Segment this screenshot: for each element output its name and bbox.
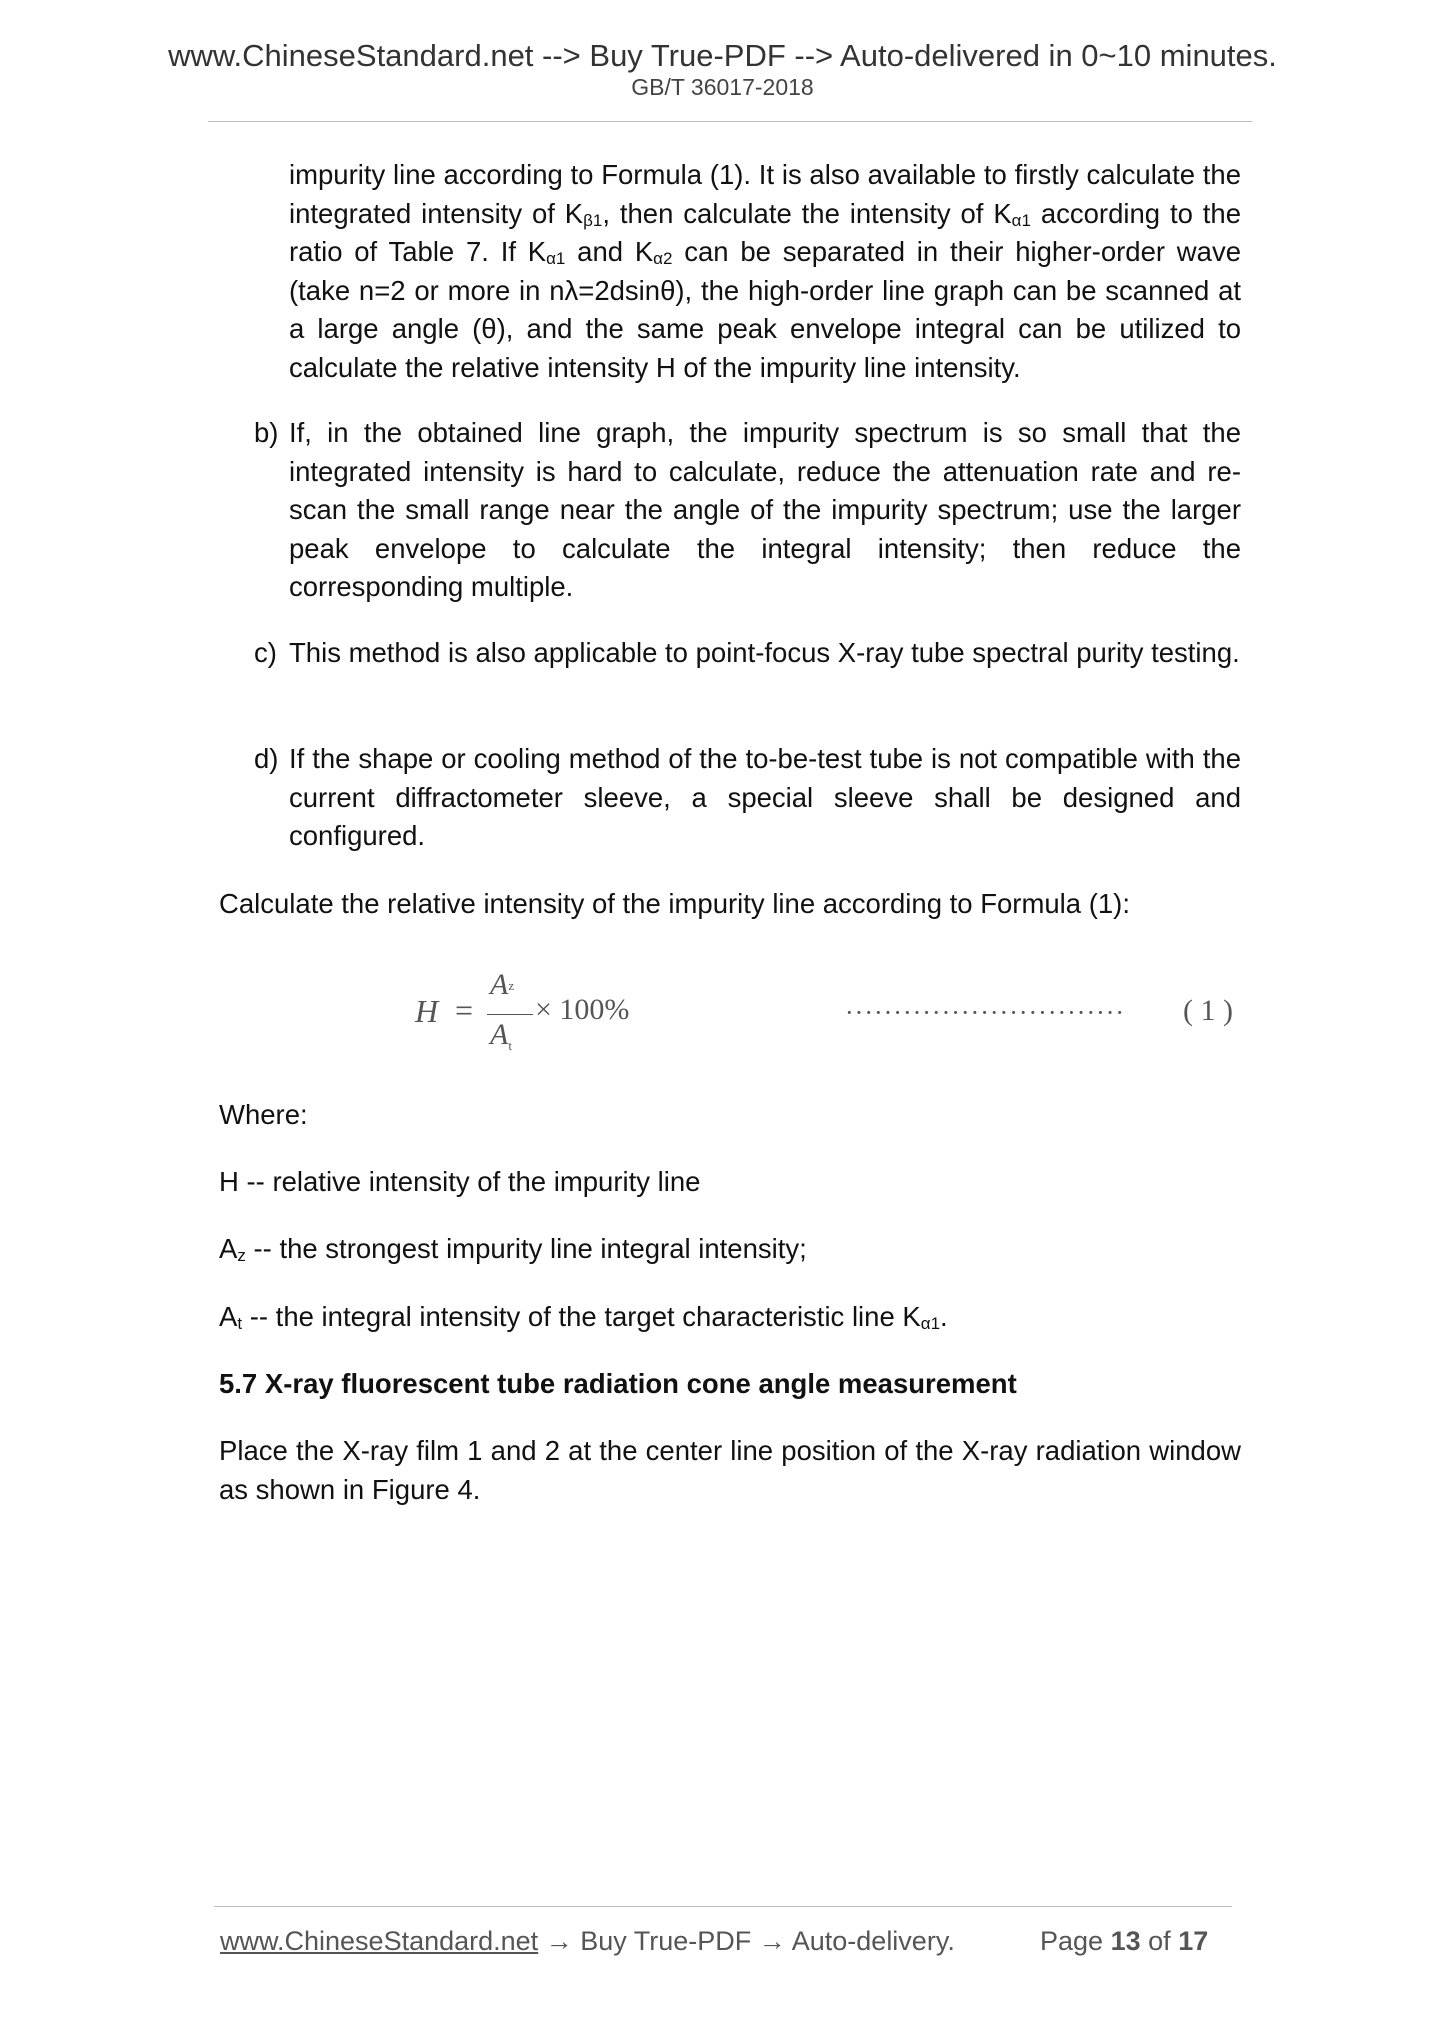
definition-h: H -- relative intensity of the impurity line xyxy=(219,1166,701,1197)
definition-az: $A_z$ -- the strongest impurity line integral intensity; xyxy=(219,1233,807,1265)
footer-promo: www.ChineseStandard.net → Buy True-PDF → Auto-delivery. xyxy=(220,1926,955,1956)
paragraph-place: Place the X-ray film 1 and 2 at the center line position of the X-ray radiation window as shown in Figure 4. xyxy=(219,1435,1241,1505)
list-label: b) xyxy=(254,417,279,448)
standard-number: GB/T 36017-2018 xyxy=(631,74,814,100)
footer-divider xyxy=(214,1906,1232,1907)
formula-numerator: Az xyxy=(490,968,515,1001)
page-counter: Page 13 of 17 xyxy=(1040,1926,1209,1956)
list-item-b xyxy=(254,414,1241,602)
formula-number: ( 1 ) xyxy=(1183,994,1233,1027)
list-item-c xyxy=(254,634,1241,673)
list-item-d xyxy=(254,740,1241,851)
item-a-continuation: impurity line according to Formula (1). It is also available to firstly calculate the integrated intensity of $K_{\beta 1}$, then calculate the intensity of $K_{\alpha 1}$ according to the ratio of Table 7. If $K_{\alpha 1}$ and $K_{\alpha 2}$ can be separated in their higher-order wave (take n=2 or more in nλ=2dsinθ), the high-order line graph can be scanned at a large angle (θ), and the same peak envelope integral can be utilized to calculate the relative intensity H of the impurity line intensity. xyxy=(289,159,1242,383)
formula-multiplier: × 100% xyxy=(535,993,630,1026)
where-label: Where: xyxy=(219,1099,308,1130)
formula-leader-dots: ····························· xyxy=(845,998,1126,1027)
list-label: d) xyxy=(254,743,279,774)
list-label: c) xyxy=(254,637,277,668)
fraction-bar xyxy=(487,1014,533,1015)
formula-equals: = xyxy=(455,992,474,1028)
formula-denominator: $A_t$ xyxy=(490,1018,512,1053)
header-banner: www.ChineseStandard.net --> Buy True-PDF --> Auto-delivered in 0~10 minutes. xyxy=(168,38,1277,73)
definition-at: $A_t$ -- the integral intensity of the target characteristic line $K_{\alpha 1}$. xyxy=(219,1301,948,1333)
list-text: If, in the obtained line graph, the impurity spectrum is so small that the integrated intensity is hard to calculate, reduce the attenuation rate and re-scan the small range near the angle of the impurity spectrum; use the larger peak envelope to calculate the integral intensity; then reduce the corresponding multiple. xyxy=(289,417,1241,602)
list-text: This method is also applicable to point-focus X-ray tube spectral purity testing. xyxy=(289,637,1240,668)
formula-intro: Calculate the relative intensity of the impurity line according to Formula (1): xyxy=(219,888,1130,919)
formula-1 xyxy=(415,968,1245,1060)
list-text: If the shape or cooling method of the to-be-test tube is not compatible with the current diffractometer sleeve, a special sleeve shall be designed and configured. xyxy=(289,743,1241,851)
formula-lhs: H xyxy=(415,993,439,1029)
footer-link[interactable]: www.ChineseStandard.net xyxy=(220,1926,539,1956)
section-heading: 5.7 X-ray fluorescent tube radiation cone angle measurement xyxy=(219,1368,1017,1399)
header-divider xyxy=(208,121,1252,122)
